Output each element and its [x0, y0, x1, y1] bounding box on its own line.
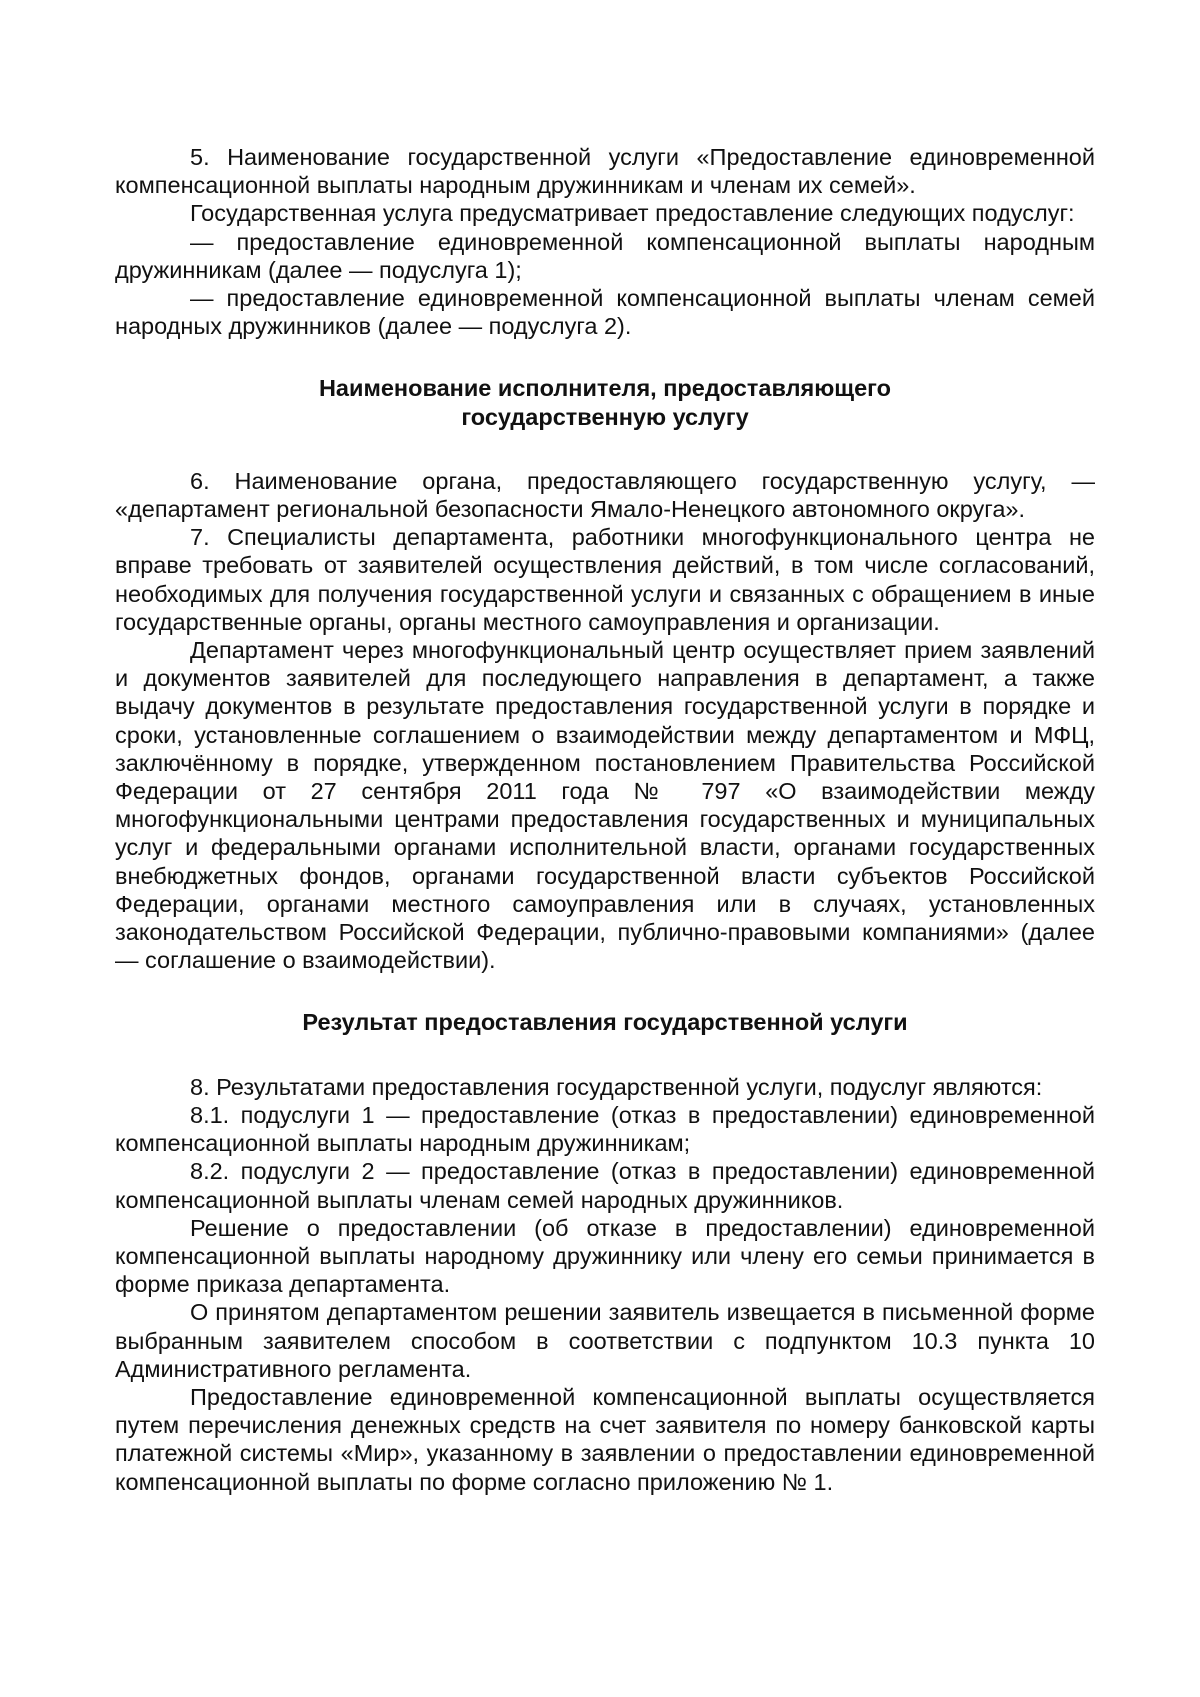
- paragraph-subservice-1: — предоставление единовременной компенсационной выплаты народным дружинникам (далее — подуслуга 1);: [115, 228, 1095, 283]
- section-heading-executor-line1: Наименование исполнителя, предоставляющего: [318, 375, 892, 402]
- paragraph-decision: Решение о предоставлении (об отказе в предоставлении) единовременной компенсационной выплаты народному дружиннику или члену его семьи принимается в форме приказа департамента.: [115, 1214, 1095, 1298]
- paragraph-subservices-intro: Государственная услуга предусматривает предоставление следующих подуслуг:: [190, 200, 1075, 227]
- paragraph-5: 5. Наименование государственной услуги «Предоставление единовременной компенсационной выплаты народным дружинникам и членам их семей».: [115, 144, 1095, 199]
- paragraph-8-1: 8.1. подуслуги 1 — предоставление (отказ в предоставлении) единовременной компенсационной выплаты народным дружинникам;: [115, 1101, 1095, 1157]
- document-page: [115, 143, 1095, 1496]
- section-heading-executor: [115, 374, 1095, 430]
- paragraph-subservice-2: — предоставление единовременной компенсационной выплаты членам семей народных дружинников (далее — подуслуга 2).: [115, 285, 1095, 340]
- paragraph-8: 8. Результатами предоставления государственной услуги, подуслуг являются:: [190, 1073, 1043, 1100]
- paragraph-7: 7. Специалисты департамента, работники многофункционального центра не вправе требовать от заявителей осуществления действий, в том числе согласований, необходимых для получения государственной услуги и связанных с обращением в иные государственные органы, органы местного самоуправления и организации.: [115, 524, 1095, 635]
- section-heading-executor-line2: государственную услугу: [461, 403, 749, 430]
- paragraph-notification: О принятом департаментом решении заявитель извещается в письменной форме выбранным заявителем способом в соответствии с подпунктом 10.3 пункта 10 Административного регламента.: [115, 1299, 1095, 1382]
- paragraph-payment: Предоставление единовременной компенсационной выплаты осуществляется путем перечисления денежных средств на счет заявителя по номеру банковской карты платежной системы «Мир», указанному в заявлении о предоставлении единовременной компенсационной выплаты по форме согласно приложению № 1.: [115, 1383, 1095, 1495]
- section-heading-result: Результат предоставления государственной услуги: [302, 1009, 908, 1036]
- paragraph-6: 6. Наименование органа, предоставляющего государственную услугу, — «департамент региональной безопасности Ямало-Ненецкого автономного округа».: [115, 467, 1095, 523]
- paragraph-8-2: 8.2. подуслуги 2 — предоставление (отказ в предоставлении) единовременной компенсационной выплаты членам семей народных дружинников.: [115, 1158, 1095, 1213]
- paragraph-department-mfc: Департамент через многофункциональный центр осуществляет прием заявлений и документов заявителей для последующего направления в департамент, а также выдачу документов в результате предоставления государственной услуги в порядке и сроки, установленные соглашением о взаимодействии между департаментом и МФЦ, заключённому в порядке, утвержденном постановлением Правительства Российской Федерации от 27 сентября 2011 года № 797 «О взаимодействии между многофункциональными центрами предоставления государственных и муниципальных услуг и федеральными органами исполнительной власти, органами государственных внебюджетных фондов, органами государственной власти субъектов Российской Федерации, органами местного самоуправления или в случаях, установленных законодательством Российской Федерации, публично-правовыми компаниями» (далее — соглашение о взаимодействии).: [115, 637, 1095, 974]
